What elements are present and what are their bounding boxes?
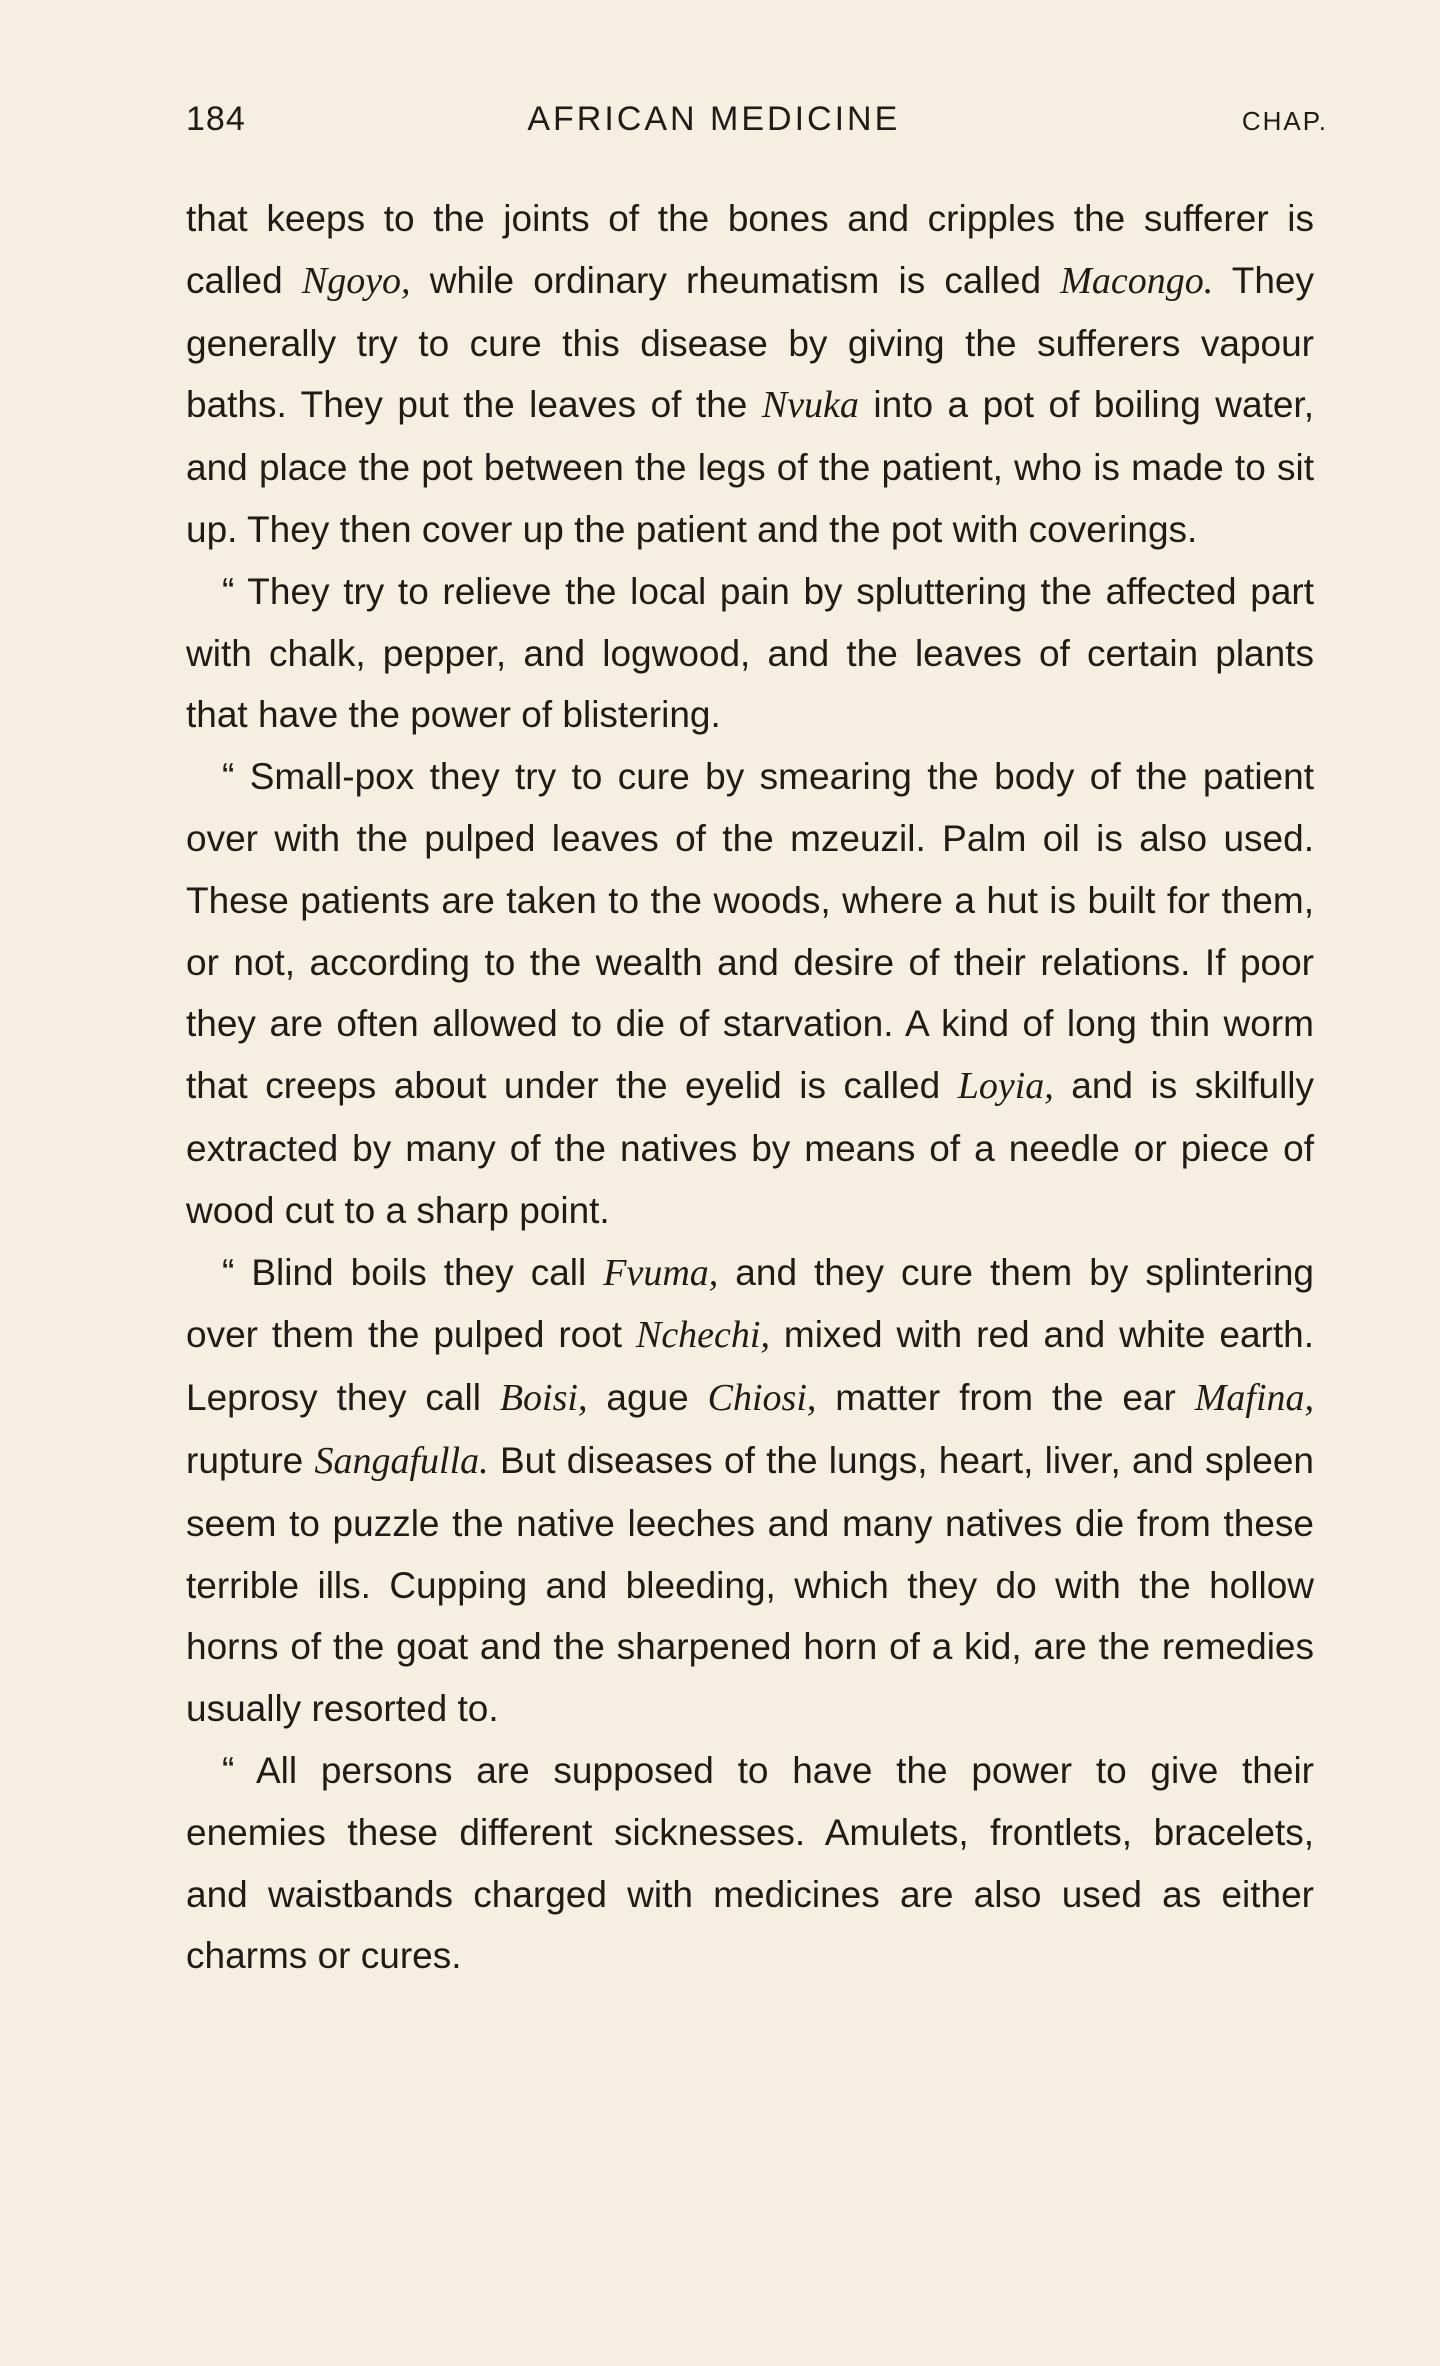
page-number: 184 xyxy=(186,100,246,138)
paragraph xyxy=(186,188,1314,561)
paragraph xyxy=(186,746,1314,1241)
italic-term: Chiosi, xyxy=(707,1377,817,1420)
paragraph xyxy=(186,1242,1314,1740)
text-run: ague xyxy=(587,1377,708,1419)
running-title: AFRICAN MEDICINE xyxy=(527,100,901,138)
text-run: mixed with red and white earth. Leprosy they call xyxy=(186,1314,1314,1419)
text-run: “ Small-pox they try to cure by smearing the body of the patient over with the pulped leaves of the mzeuzil. Palm oil is also used. These patients are taken to the woods, where a hut is built for them, or not, according to the wealth and desire of their relations. If poor they are often allowed to die of starvation. A kind of long thin worm that creeps about under the eyelid is called xyxy=(186,756,1314,1107)
text-run: They generally try to cure this disease by giving the sufferers vapour baths. They put the leaves of the xyxy=(186,259,1315,426)
italic-term: Macongo. xyxy=(1060,259,1214,302)
italic-term: Nvuka xyxy=(761,384,859,427)
text-run: “ They try to relieve the local pain by spluttering the affected part with chalk, pepper, and logwood, and the leaves of certain plants that have the power of blistering. xyxy=(186,570,1314,736)
italic-term: Mafina, xyxy=(1194,1377,1315,1420)
italic-term: Boisi, xyxy=(499,1377,588,1420)
italic-term: Nchechi, xyxy=(635,1314,770,1357)
text-run: rupture xyxy=(186,1439,315,1481)
paragraph xyxy=(186,1740,1314,1987)
running-head xyxy=(186,100,1328,150)
text-run: and is skilfully extracted by many of the natives by means of a needle or piece of wood cut to a sharp point. xyxy=(186,1065,1315,1231)
body-text xyxy=(186,188,1314,1987)
text-run: But diseases of the lungs, heart, liver, and spleen seem to puzzle the native leeches and many natives die from these terrible ills. Cupping and bleeding, which they do with the hollow horns of the goat and the sharpened horn of a kid, are the remedies usually resorted to. xyxy=(186,1439,1314,1730)
text-run: “ Blind boils they call xyxy=(222,1251,604,1293)
italic-term: Loyia, xyxy=(957,1065,1054,1108)
text-run: matter from the ear xyxy=(816,1377,1195,1419)
text-run: into a pot of boiling water, and place the pot between the legs of the patient, who is made to sit up. They then cover up the patient and the pot with coverings. xyxy=(186,384,1314,550)
chapter-label: CHAP. xyxy=(1241,106,1328,136)
paragraph xyxy=(186,561,1314,746)
italic-term: Fvuma, xyxy=(603,1251,719,1294)
italic-term: Ngoyo, xyxy=(301,259,411,302)
text-run: that keeps to the joints of the bones and cripples the sufferer is called xyxy=(186,198,1314,301)
text-run: and they cure them by splintering over them the pulped root xyxy=(186,1251,1314,1356)
text-run: while ordinary rheumatism is called xyxy=(410,259,1061,301)
text-run: “ All persons are supposed to have the power to give their enemies these different sicknesses. Amulets, frontlets, bracelets, and waistbands charged with medicines are also used as either charms or cures. xyxy=(186,1749,1314,1977)
italic-term: Sangafulla. xyxy=(314,1439,489,1482)
